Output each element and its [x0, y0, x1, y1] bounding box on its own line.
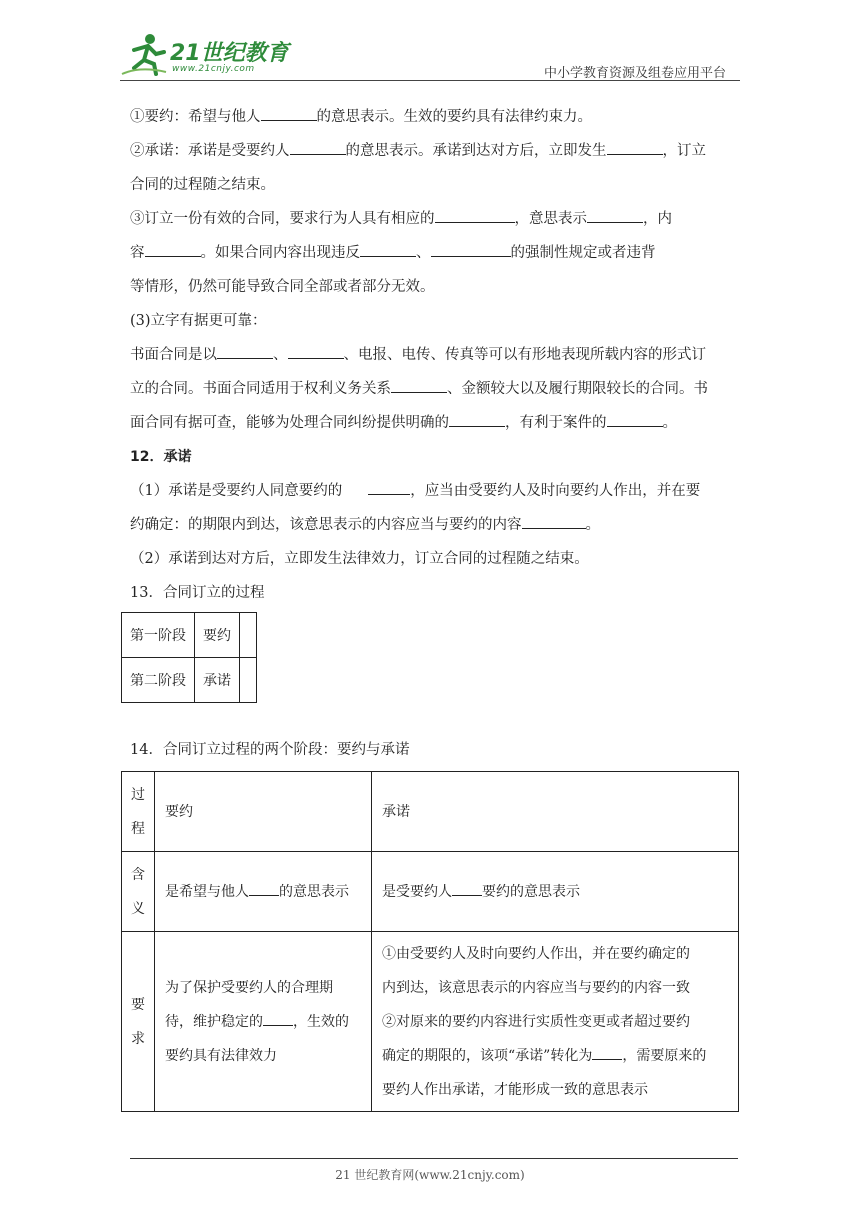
section-12-title: 12．承诺	[130, 449, 192, 465]
text-line: 合同的过程随之结束。	[130, 177, 275, 193]
text-line: 等情形，仍然可能导致合同全部或者部分无效。	[130, 279, 435, 295]
table-row	[122, 852, 739, 932]
acceptance-requirement-cell: ①由受要约人及时向要约人作出，并在要约确定的 内到达，该意思表示的内容应当与要约的内容一致 ②对原来的要约内容进行实质性变更或者超过要约 确定的期限的，该项“承诺”转化为 ，需要原来的 要约人作出承诺，才能形成一致的意思表示	[372, 932, 739, 1112]
header-divider	[120, 80, 740, 81]
acceptance-meaning-cell: 是受要约人 要约的意思表示	[372, 852, 739, 932]
empty-cell	[240, 658, 257, 703]
contract-process-table	[121, 612, 257, 703]
offer-acceptance-table	[121, 771, 739, 1112]
table-row	[122, 613, 257, 658]
section-13-title: 13．合同订立的过程	[130, 585, 265, 601]
text-line: （2）承诺到达对方后，立即发生法律效力，订立合同的过程随之结束。	[130, 551, 589, 567]
text-line: (3)立字有据更可靠：	[130, 313, 267, 329]
offer-requirement-cell: 为了保护受要约人的合理期 待，维护稳定的 ，生效的 要约具有法律效力	[155, 932, 372, 1112]
header-acceptance: 承诺	[372, 772, 739, 852]
text-line: （1）承诺是受要约人同意要约的 ，应当由受要约人及时向要约人作出，并在要	[130, 474, 740, 508]
stage-cell: 第一阶段	[122, 613, 195, 658]
stage-cell: 第二阶段	[122, 658, 195, 703]
logo-text: 21世纪教育	[170, 41, 289, 66]
row-label-meaning: 含义	[122, 852, 155, 932]
text-line: 面合同有据可查，能够为处理合同纠纷提供明确的 ，有利于案件的 。	[130, 406, 740, 440]
footer-divider	[130, 1158, 738, 1159]
section-14-title: 14．合同订立过程的两个阶段：要约与承诺	[130, 742, 410, 758]
text-line: 容 。如果合同内容出现违反 、 的强制性规定或者违背	[130, 236, 740, 270]
platform-name: 中小学教育资源及组卷应用平台	[543, 66, 726, 81]
document-body	[130, 100, 740, 610]
text-line: 约确定：的期限内到达，该意思表示的内容应当与要约的内容 。	[130, 508, 740, 542]
stage-name-cell: 要约	[195, 613, 240, 658]
text-line: 书面合同是以 、 、电报、电传、传真等可以有形地表现所载内容的形式订	[130, 338, 740, 372]
text-line: 立的合同。书面合同适用于权利义务关系 、金额较大以及履行期限较长的合同。书	[130, 372, 740, 406]
page-header	[120, 30, 740, 82]
table-row	[122, 658, 257, 703]
text-line: ①要约：希望与他人 的意思表示。生效的要约具有法律约束力。	[130, 100, 740, 134]
table-row	[122, 932, 739, 1112]
runner-logo-icon	[120, 30, 170, 78]
text-line: ③订立一份有效的合同，要求行为人具有相应的 ，意思表示 ，内	[130, 202, 740, 236]
header-offer: 要约	[155, 772, 372, 852]
empty-cell	[240, 613, 257, 658]
site-logo	[120, 30, 290, 78]
row-label-requirement: 要求	[122, 932, 155, 1112]
logo-url: www.21cnjy.com	[172, 64, 255, 74]
table-header-row	[122, 772, 739, 852]
offer-meaning-cell: 是希望与他人 的意思表示	[155, 852, 372, 932]
page-footer: 21 世纪教育网(www.21cnjy.com)	[335, 1168, 525, 1182]
header-process: 过程	[122, 772, 155, 852]
stage-name-cell: 承诺	[195, 658, 240, 703]
text-line: ②承诺：承诺是受要约人 的意思表示。承诺到达对方后，立即发生 ，订立	[130, 134, 740, 168]
